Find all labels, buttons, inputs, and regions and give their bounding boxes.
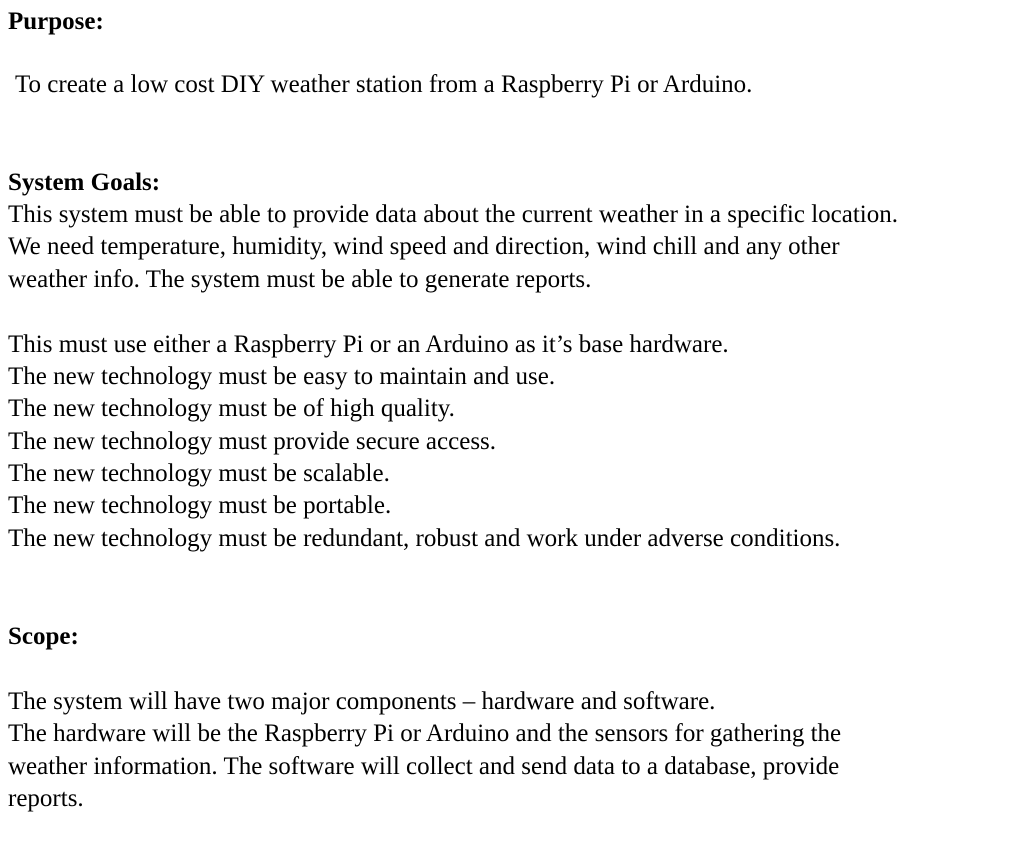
scope-line: weather information. The software will collect and send data to a database, provide xyxy=(8,753,840,780)
scope-line: The system will have two major components – hardware and software. xyxy=(8,688,716,715)
requirement-line: The new technology must be redundant, robust and work under adverse conditions. xyxy=(8,525,841,552)
purpose-heading: Purpose: xyxy=(8,8,104,35)
requirement-line: The new technology must be of high quality. xyxy=(8,395,455,422)
system-goals-line: weather info. The system must be able to generate reports. xyxy=(8,266,592,293)
requirement-line: The new technology must be easy to maintain and use. xyxy=(8,363,556,390)
requirement-line: The new technology must be scalable. xyxy=(8,460,390,487)
scope-line: The hardware will be the Raspberry Pi or Arduino and the sensors for gathering the xyxy=(8,720,842,747)
requirement-line: This must use either a Raspberry Pi or an Arduino as it’s base hardware. xyxy=(8,331,729,358)
requirement-line: The new technology must provide secure access. xyxy=(8,428,497,455)
scope-line: reports. xyxy=(8,785,84,812)
system-goals-line: We need temperature, humidity, wind speed and direction, wind chill and any other xyxy=(8,233,840,260)
system-goals-line: This system must be able to provide data about the current weather in a specific location. xyxy=(8,201,898,228)
system-goals-heading: System Goals: xyxy=(8,169,161,196)
requirement-line: The new technology must be portable. xyxy=(8,492,392,519)
scope-heading: Scope: xyxy=(8,623,79,650)
purpose-text: To create a low cost DIY weather station from a Raspberry Pi or Arduino. xyxy=(15,71,753,98)
